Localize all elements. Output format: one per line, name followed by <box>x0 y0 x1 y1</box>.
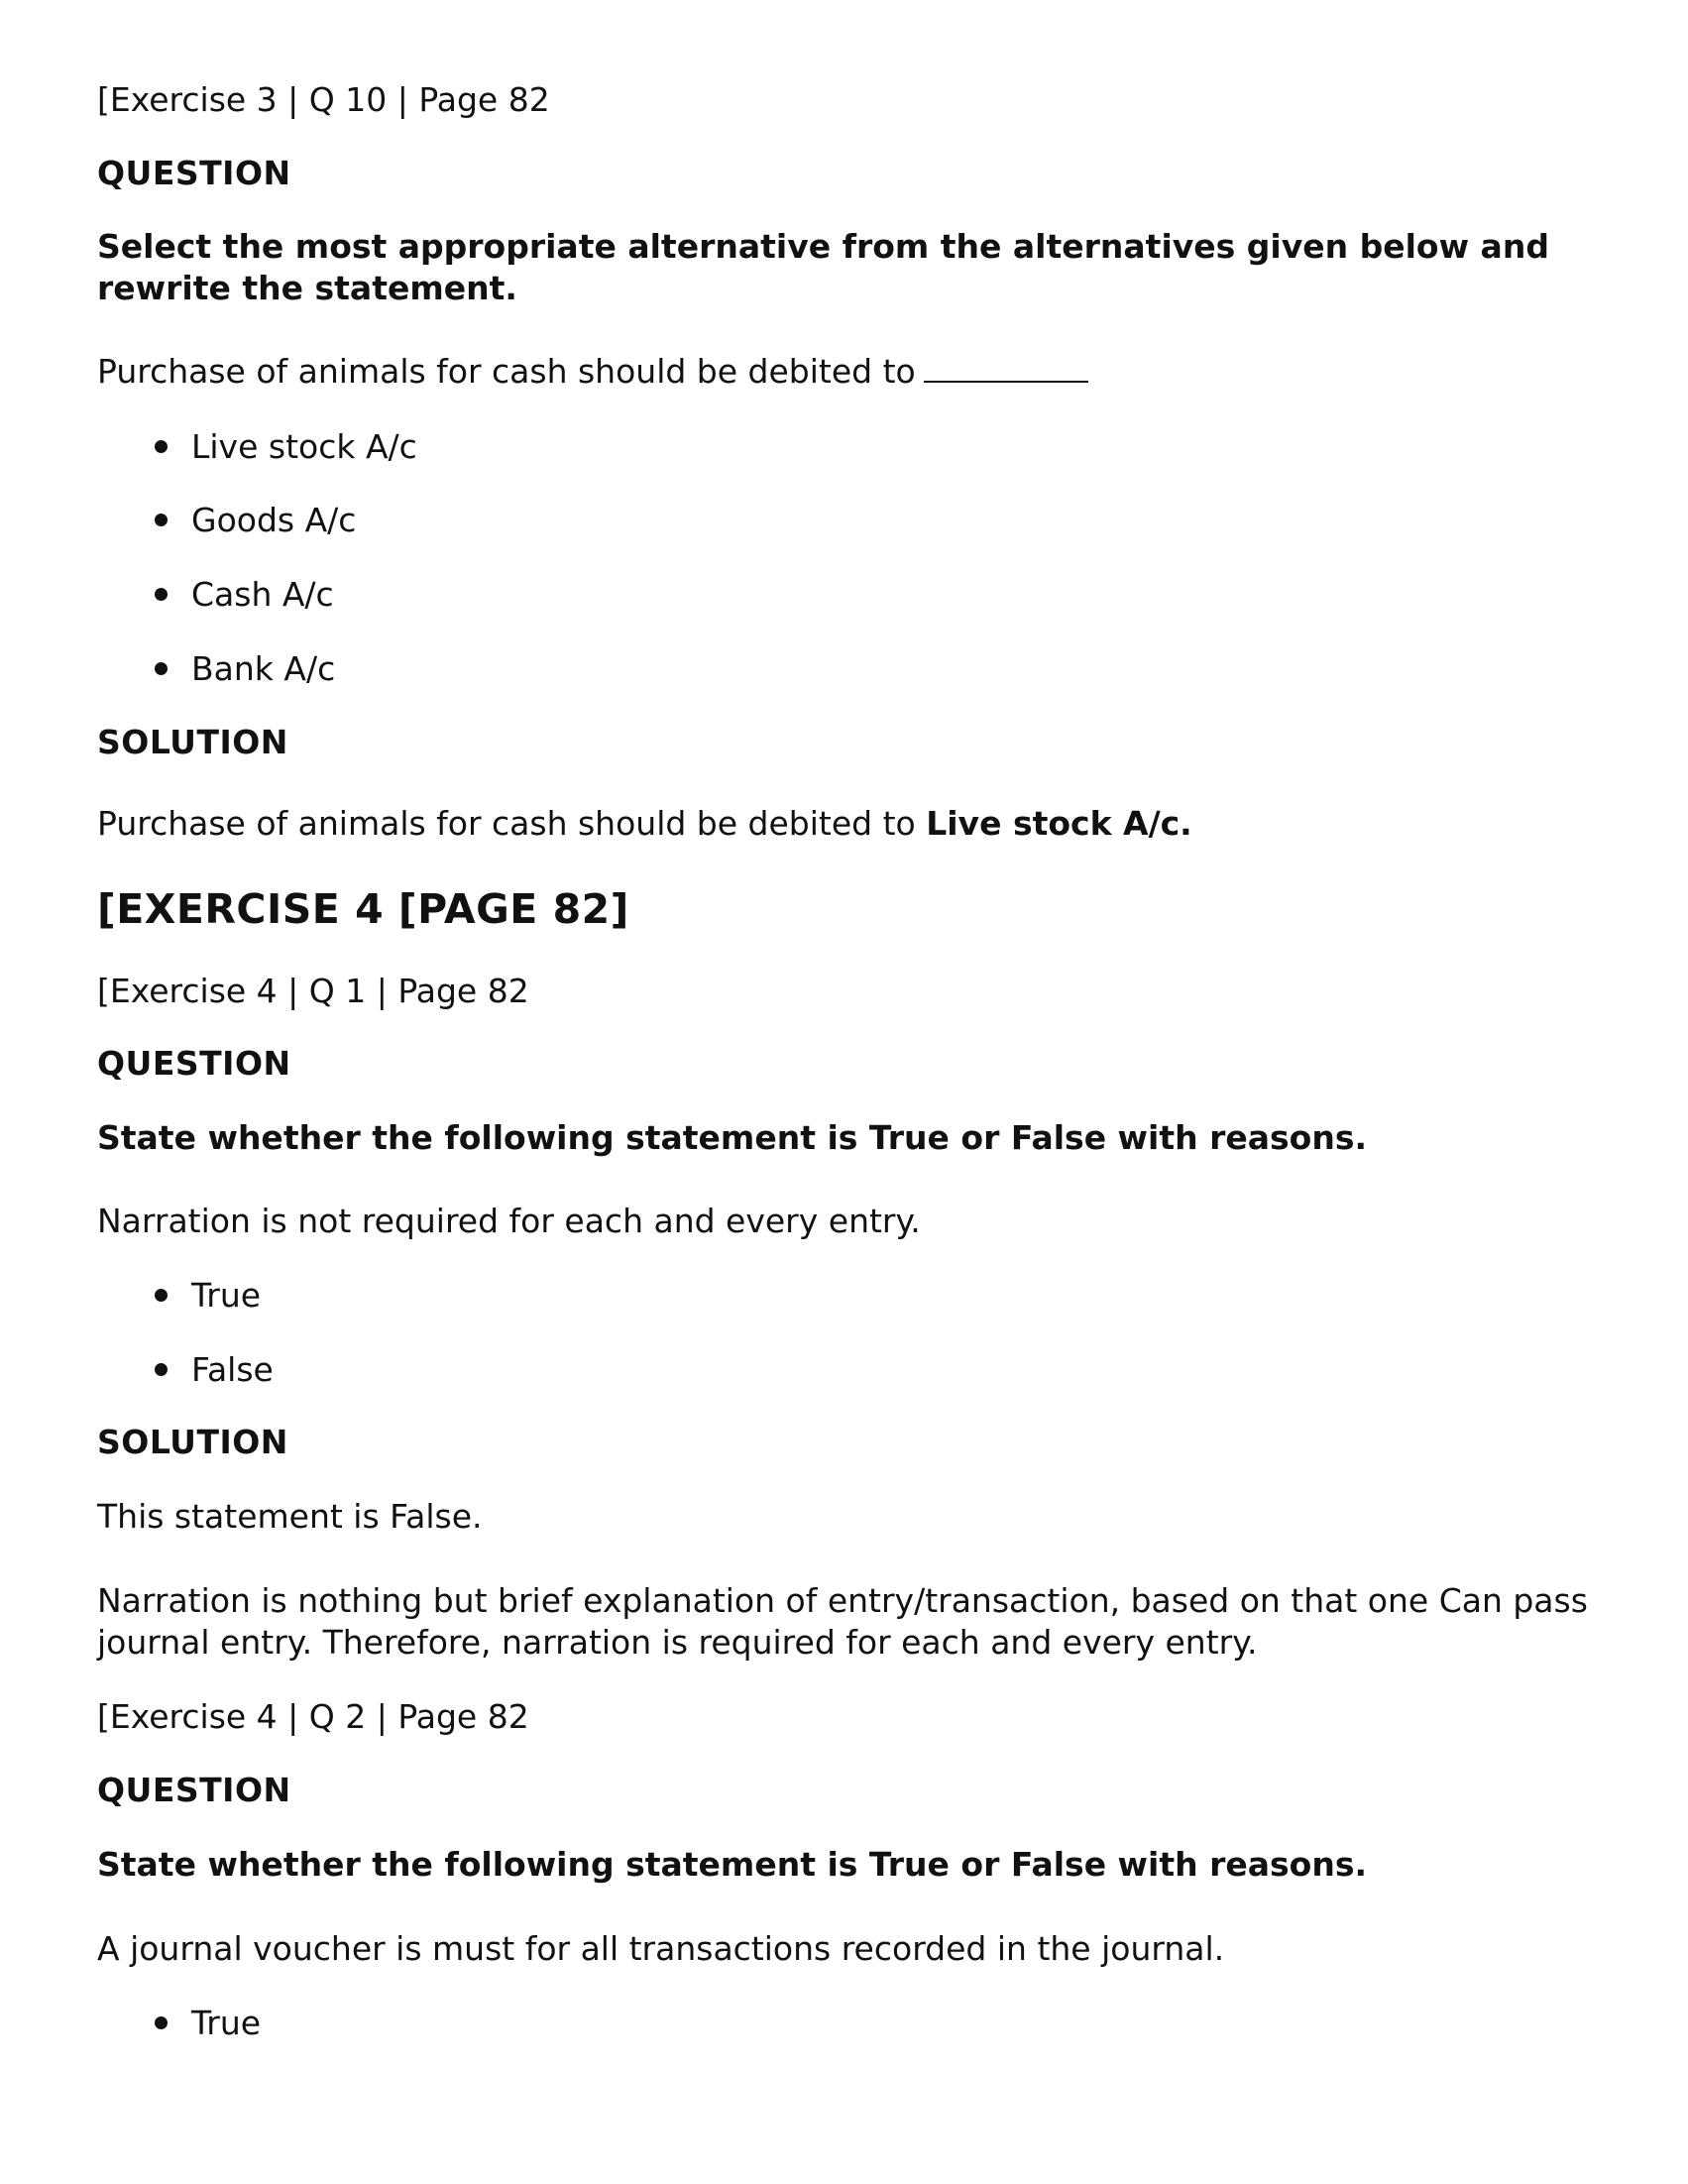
question-label: QUESTION <box>97 1044 291 1083</box>
bullet-icon <box>155 588 168 601</box>
option-item <box>191 574 334 616</box>
solution-text <box>97 803 1604 845</box>
solution-answer: Live stock A/c. <box>926 804 1192 843</box>
option-label: Bank A/c <box>191 649 336 688</box>
option-item <box>191 1349 274 1391</box>
option-label: False <box>191 1350 274 1389</box>
section-heading: [EXERCISE 4 [PAGE 82] <box>97 885 629 933</box>
question-statement: A journal voucher is must for all transactions recorded in the journal. <box>97 1929 1225 1968</box>
question-label: QUESTION <box>97 154 291 192</box>
option-item <box>191 500 356 541</box>
fill-blank <box>924 351 1088 383</box>
option-item <box>191 426 417 468</box>
option-label: Cash A/c <box>191 575 334 614</box>
bullet-icon <box>155 1363 168 1376</box>
question-statement <box>97 351 1604 393</box>
bullet-icon <box>155 514 168 526</box>
bullet-icon <box>155 662 168 675</box>
option-item <box>191 1275 261 1317</box>
option-label: Goods A/c <box>191 501 357 539</box>
question-reference: [Exercise 3 | Q 10 | Page 82 <box>97 80 550 119</box>
question-statement: Narration is not required for each and every entry. <box>97 1202 921 1240</box>
question-reference: [Exercise 4 | Q 2 | Page 82 <box>97 1697 529 1736</box>
bullet-icon <box>155 1289 168 1302</box>
solution-label: SOLUTION <box>97 1423 288 1461</box>
solution-sentence: Purchase of animals for cash should be debited to <box>97 804 927 843</box>
statement-text: Purchase of animals for cash should be debited to <box>97 352 916 391</box>
option-item <box>191 2003 261 2044</box>
bullet-icon <box>155 440 168 453</box>
option-item <box>191 648 335 690</box>
option-label: Live stock A/c <box>191 427 417 466</box>
option-label: True <box>191 2004 262 2042</box>
question-prompt: Select the most appropriate alternative from the alternatives given below and rewrite the statement. <box>97 227 1549 307</box>
question-prompt: State whether the following statement is True or False with reasons. <box>97 1118 1368 1157</box>
question-reference: [Exercise 4 | Q 1 | Page 82 <box>97 972 529 1010</box>
solution-explanation: Narration is nothing but brief explanation of entry/transaction, based on that one Can pass journal entry. Therefore, narration is required for each and every entry. <box>97 1581 1588 1662</box>
solution-label: SOLUTION <box>97 723 288 761</box>
question-label: QUESTION <box>97 1771 291 1809</box>
solution-text: This statement is False. <box>97 1497 483 1536</box>
question-prompt: State whether the following statement is True or False with reasons. <box>97 1845 1368 1884</box>
option-label: True <box>191 1276 262 1315</box>
bullet-icon <box>155 2016 168 2029</box>
